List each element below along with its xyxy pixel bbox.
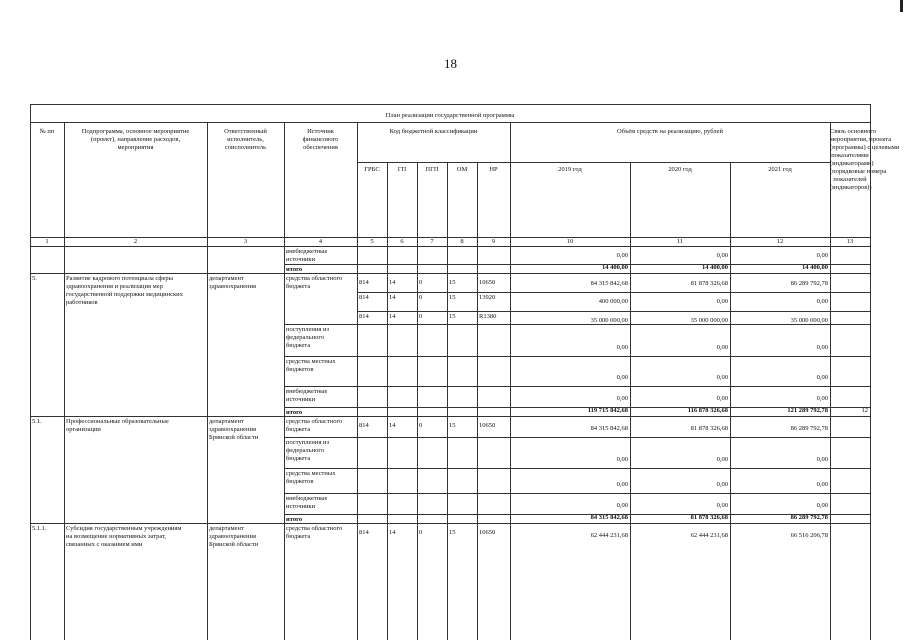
row-rule xyxy=(357,311,870,312)
row-value-y2021: 86 289 792,78 xyxy=(790,425,828,432)
header-kbk-5: НР xyxy=(489,166,498,173)
row-rule xyxy=(30,523,870,524)
header-link: (порядковые номера xyxy=(830,168,887,175)
row-source: итого xyxy=(286,266,303,273)
row-code-gp: 14 xyxy=(389,294,396,301)
row-code-grbs: 814 xyxy=(359,294,369,301)
row-code-om: 15 xyxy=(449,294,456,301)
row-source: поступления из xyxy=(286,326,330,333)
column-number: 1 xyxy=(45,238,49,245)
row-value-y2021: 86 289 792,78 xyxy=(790,280,828,287)
row-value-y2021: 86 289 792,78 xyxy=(790,514,828,521)
row-number: 5.1.1. xyxy=(32,525,47,532)
column-line xyxy=(387,162,388,640)
row-name: организации xyxy=(66,426,101,433)
column-number: 11 xyxy=(676,238,684,245)
header-num: № пп xyxy=(39,128,55,135)
row-source: федерального xyxy=(286,334,325,341)
row-rule xyxy=(284,437,870,438)
row-value-y2020: 0,00 xyxy=(716,481,728,488)
row-code-grbs: 814 xyxy=(359,313,369,320)
row-code-nr: 10650 xyxy=(479,279,496,286)
row-code-om: 15 xyxy=(449,279,456,286)
table-top-border xyxy=(30,104,870,105)
row-code-pgp: 0 xyxy=(419,279,423,286)
column-number: 8 xyxy=(460,238,464,245)
row-code-grbs: 814 xyxy=(359,422,369,429)
row-value-y2020: 81 878 326,68 xyxy=(690,280,728,287)
row-value-y2021: 0,00 xyxy=(816,374,828,381)
row-source: средства областного xyxy=(286,275,343,282)
column-line xyxy=(477,162,478,640)
row-value-y2020: 0,00 xyxy=(716,395,728,402)
row-source: бюджета xyxy=(286,283,311,290)
row-code-om: 15 xyxy=(449,422,456,429)
header-year-1: 2019 год xyxy=(558,166,582,173)
row-value-y2021: 0,00 xyxy=(816,456,828,463)
table-left-border xyxy=(30,104,31,640)
row-value-y2021: 0,00 xyxy=(816,502,828,509)
page-number: 18 xyxy=(444,56,457,71)
row-value-y2020: 0,00 xyxy=(716,252,728,259)
header-link: (программы) с целевыми xyxy=(830,144,900,151)
header-source: обеспечения xyxy=(303,144,338,151)
header-executor: Ответственный xyxy=(224,128,267,135)
row-code-gp: 14 xyxy=(389,279,396,286)
row-executor: Брянской области xyxy=(209,434,259,441)
column-number: 7 xyxy=(430,238,434,245)
row-value-y2019: 119 715 842,68 xyxy=(587,407,628,414)
row-code-nr: 13920 xyxy=(479,294,496,301)
row-source: бюджета xyxy=(286,426,311,433)
row-code-nr: 10650 xyxy=(479,529,496,536)
row-source: источники xyxy=(286,503,316,510)
row-source: средства местных xyxy=(286,358,336,365)
header-source: Источник xyxy=(307,128,334,135)
row-source: средства областного xyxy=(286,525,343,532)
column-number: 6 xyxy=(400,238,404,245)
column-number: 5 xyxy=(370,238,374,245)
header-name: Подпрограмма, основное мероприятие xyxy=(81,128,190,135)
row-executor: здравоохранения xyxy=(209,426,256,433)
row-value-y2021: 66 516 206,78 xyxy=(790,532,828,539)
row-value-y2020: 81 878 326,68 xyxy=(690,425,728,432)
row-value-y2019: 0,00 xyxy=(616,374,628,381)
row-value-y2019: 0,00 xyxy=(616,502,628,509)
column-number: 12 xyxy=(776,238,784,245)
row-source: средства местных xyxy=(286,470,336,477)
row-name: государственной поддержки медицинских xyxy=(66,291,183,298)
row-value-y2019: 0,00 xyxy=(616,481,628,488)
row-rule xyxy=(357,292,870,293)
row-value-y2019: 14 400,00 xyxy=(602,264,628,271)
row-rule xyxy=(284,493,870,494)
row-executor: департамент xyxy=(209,275,244,282)
header-kbk: Код бюджетной классификации xyxy=(389,128,478,135)
row-rule xyxy=(284,386,870,387)
column-number: 2 xyxy=(133,238,138,245)
row-rule xyxy=(30,273,870,274)
row-value-y2019: 84 315 842,68 xyxy=(590,425,628,432)
header-year-2: 2020 год xyxy=(668,166,692,173)
row-value-y2019: 0,00 xyxy=(616,344,628,351)
table-title: План реализации государственной программы xyxy=(385,112,515,119)
row-value-y2020: 14 400,00 xyxy=(702,264,728,271)
row-source: бюджета xyxy=(286,455,311,462)
row-value-y2021: 0,00 xyxy=(816,395,828,402)
column-line xyxy=(417,162,418,640)
header-link: мероприятия, проекта xyxy=(830,136,892,143)
row-code-gp: 14 xyxy=(389,529,396,536)
row-rule xyxy=(284,324,870,325)
row-link: 12 xyxy=(861,407,868,414)
row-code-pgp: 0 xyxy=(419,529,423,536)
header-executor: исполнитель, xyxy=(227,136,264,143)
scan-edge-mark xyxy=(900,0,903,12)
row-source: внебюджетные xyxy=(286,248,328,255)
row-value-y2020: 0,00 xyxy=(716,298,728,305)
column-number: 9 xyxy=(491,238,496,245)
row-source: внебюджетные xyxy=(286,495,328,502)
row-source: средства областного xyxy=(286,418,343,425)
column-line xyxy=(830,122,831,640)
header-kbk-3: ПГП xyxy=(425,166,439,173)
row-value-y2020: 62 444 231,68 xyxy=(690,532,728,539)
header-executor: соисполнитель xyxy=(224,144,267,151)
row-code-pgp: 0 xyxy=(419,313,423,320)
row-code-pgp: 0 xyxy=(419,294,423,301)
header-link: (индикаторов)) xyxy=(830,184,872,191)
row-value-y2019: 0,00 xyxy=(616,456,628,463)
column-line xyxy=(284,122,285,640)
row-rule xyxy=(284,468,870,469)
row-source: бюджета xyxy=(286,342,311,349)
row-source: поступления из xyxy=(286,439,330,446)
row-value-y2019: 62 444 231,68 xyxy=(590,532,628,539)
row-code-om: 15 xyxy=(449,529,456,536)
row-name: здравоохранения и реализация мер xyxy=(66,283,163,290)
column-number: 3 xyxy=(243,238,248,245)
header-name: мероприятия xyxy=(117,144,154,151)
row-value-y2020: 0,00 xyxy=(716,374,728,381)
row-executor: здравоохранения xyxy=(209,533,256,540)
column-number: 10 xyxy=(566,238,574,245)
row-value-y2021: 0,00 xyxy=(816,344,828,351)
row-name: Развитие кадрового потенциала сферы xyxy=(66,275,174,282)
header-link: (индикаторами) xyxy=(830,160,874,167)
row-source: источники xyxy=(286,256,316,263)
row-value-y2021: 0,00 xyxy=(816,481,828,488)
row-source: федерального xyxy=(286,447,325,454)
row-value-y2020: 35 000 000,00 xyxy=(690,317,728,324)
header-year-3: 2021 год xyxy=(768,166,792,173)
row-executor: департамент xyxy=(209,418,244,425)
row-value-y2019: 84 315 842,68 xyxy=(590,280,628,287)
row-code-gp: 14 xyxy=(389,422,396,429)
row-value-y2021: 0,00 xyxy=(816,252,828,259)
row-number: 5. xyxy=(32,275,37,282)
budget-plan-table xyxy=(30,104,900,640)
column-number: 4 xyxy=(318,238,323,245)
header-link: показателями xyxy=(831,152,869,159)
group-header-rule xyxy=(357,162,830,163)
row-code-om: 15 xyxy=(449,313,456,320)
row-source: источники xyxy=(286,396,316,403)
row-value-y2019: 0,00 xyxy=(616,395,628,402)
row-name: работников xyxy=(66,299,98,306)
row-name: Профессиональные образовательные xyxy=(66,418,169,425)
column-line xyxy=(357,122,358,640)
row-source: бюджета xyxy=(286,533,311,540)
row-code-pgp: 0 xyxy=(419,422,423,429)
row-name: связанных с оказанием ими xyxy=(66,541,143,548)
row-value-y2021: 121 289 792,78 xyxy=(787,407,828,414)
row-value-y2020: 81 878 326,68 xyxy=(690,514,728,521)
row-value-y2020: 0,00 xyxy=(716,502,728,509)
header-link: Связь основного xyxy=(830,128,877,135)
column-line xyxy=(64,122,65,640)
row-name: на возмещение нормативных затрат, xyxy=(66,533,167,540)
row-code-nr: 10650 xyxy=(479,422,496,429)
header-link: показателей xyxy=(833,176,867,183)
row-executor: здравоохранения xyxy=(209,283,256,290)
row-code-grbs: 814 xyxy=(359,279,369,286)
column-line xyxy=(207,122,208,640)
row-source: бюджетов xyxy=(286,366,314,373)
column-numbers-bottom-rule xyxy=(30,246,870,247)
header-kbk-2: ГП xyxy=(397,166,407,173)
row-value-y2019: 84 315 842,68 xyxy=(590,514,628,521)
row-value-y2021: 35 000 000,00 xyxy=(790,317,828,324)
row-name: Субсидия государственным учреждениям xyxy=(66,525,182,532)
row-source: итого xyxy=(286,409,303,416)
row-code-gp: 14 xyxy=(389,313,396,320)
header-volume: Объём средств на реализацию, рублей xyxy=(617,128,723,135)
header-kbk-4: ОМ xyxy=(456,166,468,173)
row-value-y2020: 116 878 326,68 xyxy=(687,407,728,414)
header-source: финансового xyxy=(302,136,339,143)
row-value-y2019: 0,00 xyxy=(616,252,628,259)
column-line xyxy=(447,162,448,640)
row-code-nr: R1380 xyxy=(479,313,497,320)
column-number: 13 xyxy=(846,238,854,245)
row-rule xyxy=(30,416,870,417)
row-value-y2021: 0,00 xyxy=(816,298,828,305)
row-executor: департамент xyxy=(209,525,244,532)
row-source: внебюджетные xyxy=(286,388,328,395)
title-rule xyxy=(30,122,870,123)
row-value-y2019: 400 000,00 xyxy=(598,298,628,305)
row-rule xyxy=(284,356,870,357)
row-value-y2021: 14 400,00 xyxy=(802,264,828,271)
row-source: итого xyxy=(286,516,303,523)
header-kbk-1: ГРБС xyxy=(364,166,380,173)
row-value-y2020: 0,00 xyxy=(716,456,728,463)
row-source: бюджетов xyxy=(286,478,314,485)
row-value-y2019: 35 000 000,00 xyxy=(590,317,628,324)
row-code-grbs: 814 xyxy=(359,529,369,536)
header-name: (проект), направление расходов, xyxy=(90,136,181,143)
row-value-y2020: 0,00 xyxy=(716,344,728,351)
row-executor: Брянской области xyxy=(209,541,259,548)
row-number: 5.1. xyxy=(32,418,42,425)
